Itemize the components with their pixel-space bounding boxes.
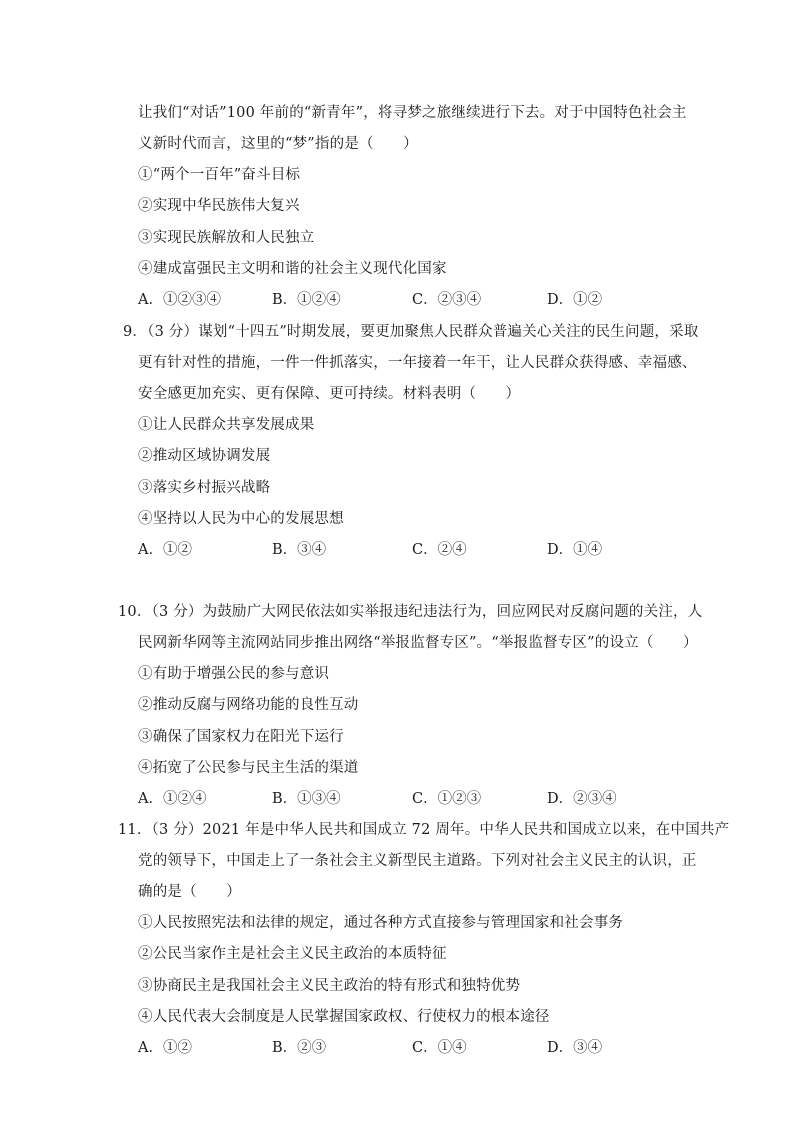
question-stem-line: 义新时代而言，这里的“梦”指的是（ ） xyxy=(138,136,418,152)
statement-item: ②公民当家作主是社会主义民主政治的本质特征 xyxy=(138,946,447,962)
answer-options xyxy=(138,789,658,809)
answer-options xyxy=(138,290,658,310)
option-a: A．①②④ xyxy=(138,791,207,807)
question-stem-line: 党的领导下，中国走上了一条社会主义新型民主道路。下列对社会主义民主的认识，正 xyxy=(138,853,697,869)
statement-item: ④拓宽了公民参与民主生活的渠道 xyxy=(138,760,359,776)
question-stem-line: 民网新华网等主流网站同步推出网络“举报监督专区”。“举报监督专区”的设立（ ） xyxy=(138,635,698,651)
option-c: C．①②③ xyxy=(412,791,482,807)
question-stem-line: 10．（3 分）为鼓励广大网民依法如实举报违纪违法行为，回应网民对反腐问题的关注，人 xyxy=(118,604,703,620)
question-stem-line: 11．（3 分）2021 年是中华人民共和国成立 72 周年。中华人民共和国成立以来，在中国共产 xyxy=(118,822,730,838)
answer-options xyxy=(138,1038,658,1058)
statement-item: ③确保了国家权力在阳光下运行 xyxy=(138,729,344,745)
statement-item: ①“两个一百年”奋斗目标 xyxy=(138,167,301,183)
statement-item: ④建成富强民主文明和谐的社会主义现代化国家 xyxy=(138,261,447,277)
statement-item: ①让人民群众共享发展成果 xyxy=(138,417,315,433)
option-c: C．①④ xyxy=(412,1040,467,1056)
statement-item: ②推动区域协调发展 xyxy=(138,448,271,464)
statement-item: ④人民代表大会制度是人民掌握国家政权、行使权力的根本途径 xyxy=(138,1009,550,1025)
option-d: D．①② xyxy=(547,292,603,308)
option-c: C．②④ xyxy=(412,542,467,558)
option-b: B．①③④ xyxy=(272,791,341,807)
option-d: D．③④ xyxy=(547,1040,603,1056)
option-a: A．①②③④ xyxy=(138,292,221,308)
statement-item: ①有助于增强公民的参与意识 xyxy=(138,666,330,682)
question-stem-line: 确的是（ ） xyxy=(138,884,241,900)
option-d: D．②③④ xyxy=(547,791,617,807)
option-b: B．③④ xyxy=(272,542,327,558)
option-b: B．①②④ xyxy=(272,292,341,308)
statement-item: ④坚持以人民为中心的发展思想 xyxy=(138,511,344,527)
statement-item: ①人民按照宪法和法律的规定，通过各种方式直接参与管理国家和社会事务 xyxy=(138,915,624,931)
question-stem-line: 9．（3 分）谋划“十四五”时期发展，要更加聚焦人民群众普遍关心关注的民生问题，采取 xyxy=(123,324,699,340)
statement-item: ②实现中华民族伟大复兴 xyxy=(138,198,300,214)
option-c: C．②③④ xyxy=(412,292,482,308)
statement-item: ③落实乡村振兴战略 xyxy=(138,480,271,496)
statement-item: ③实现民族解放和人民独立 xyxy=(138,230,315,246)
answer-options xyxy=(138,540,658,560)
question-stem-line: 让我们“对话”100 年前的“新青年”，将寻梦之旅继续进行下去。对于中国特色社会主 xyxy=(138,105,687,121)
option-a: A．①② xyxy=(138,542,192,558)
option-d: D．①④ xyxy=(547,542,603,558)
question-stem-line: 安全感更加充实、更有保障、更可持续。材料表明（ ） xyxy=(138,386,521,402)
question-stem-line: 更有针对性的措施，一件一件抓落实，一年接着一年干，让人民群众获得感、幸福感、 xyxy=(138,355,697,371)
statement-item: ③协商民主是我国社会主义民主政治的特有形式和独特优势 xyxy=(138,978,521,994)
statement-item: ②推动反腐与网络功能的良性互动 xyxy=(138,697,359,713)
option-b: B．②③ xyxy=(272,1040,327,1056)
option-a: A．①② xyxy=(138,1040,192,1056)
